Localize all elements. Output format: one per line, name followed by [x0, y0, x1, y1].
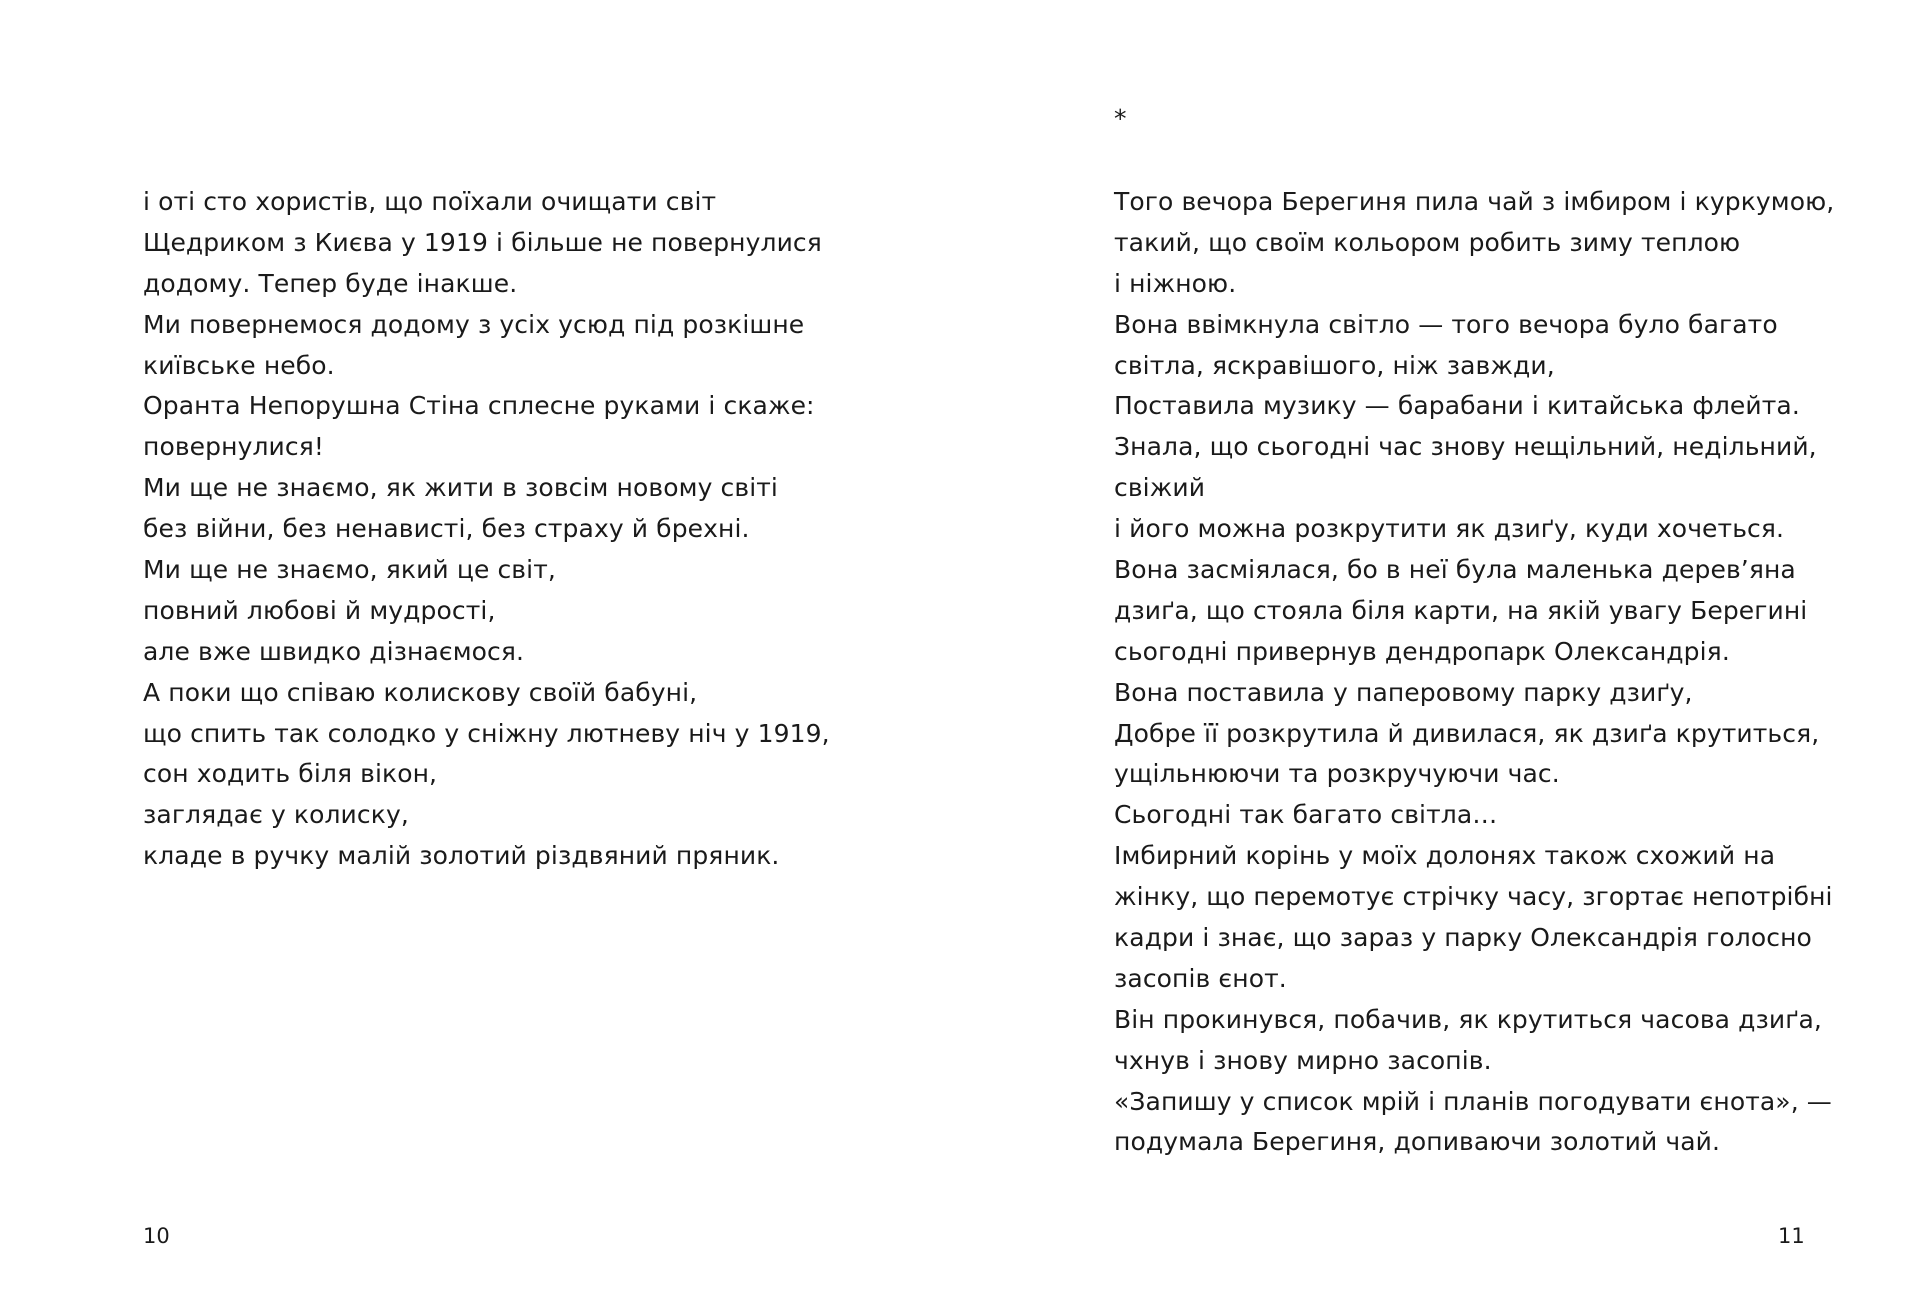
text-line: засопів єнот.: [1114, 963, 1287, 993]
text-line: Ми ще не знаємо, який це світ,: [143, 555, 556, 585]
text-line: Оранта Непорушна Стіна сплесне руками і скаже:: [143, 391, 815, 421]
text-line: Поставила музику — барабани і китайська флейта.: [1114, 391, 1800, 421]
text-line: жінку, що перемотує стрічку часу, згортає непотрібні: [1114, 882, 1833, 912]
text-line: подумала Берегиня, допиваючи золотий чай.: [1114, 1127, 1721, 1157]
right-page-text: [1114, 182, 1834, 1163]
page-number-right: 11: [1778, 1224, 1805, 1248]
text-line: Ми повернемося додому з усіх усюд під розкішне: [143, 309, 805, 339]
text-line: повний любові й мудрості,: [143, 595, 496, 625]
text-line: «Запишу у список мрій і планів погодувати єнота», —: [1114, 1086, 1832, 1116]
text-line: Щедриком з Києва у 1919 і більше не повернулися: [143, 227, 822, 257]
text-line: Вона ввімкнула світло — того вечора було багато: [1114, 309, 1778, 339]
text-line: Вона поставила у паперовому парку дзиґу,: [1114, 677, 1693, 707]
text-line: сьогодні привернув дендропарк Олександрія.: [1114, 636, 1730, 666]
section-separator: *: [1114, 104, 1127, 133]
text-line: Ми ще не знаємо, як жити в зовсім новому світі: [143, 473, 778, 503]
text-line: Знала, що сьогодні час знову нещільний, недільний,: [1114, 432, 1817, 462]
text-line: але вже швидко дізнаємося.: [143, 636, 525, 666]
text-line: свіжий: [1114, 473, 1206, 503]
left-page-text: [143, 182, 830, 877]
text-line: і оті сто хористів, що поїхали очищати світ: [143, 187, 717, 216]
text-line: А поки що співаю колискову своїй бабуні,: [143, 677, 698, 707]
text-line: заглядає у колиску,: [143, 800, 409, 830]
page-number-left: 10: [143, 1224, 170, 1248]
text-line: ущільнюючи та розкручуючи час.: [1114, 759, 1560, 789]
text-line: такий, що своїм кольором робить зиму теплою: [1114, 227, 1741, 257]
text-line: повернулися!: [143, 432, 324, 462]
text-line: київське небо.: [143, 350, 335, 380]
text-line: і його можна розкрутити як дзиґу, куди хочеться.: [1114, 514, 1785, 544]
text-line: Добре її розкрутила й дивилася, як дзиґа крутиться,: [1114, 718, 1820, 748]
text-line: Вона засміялася, бо в неї була маленька дерев’яна: [1114, 555, 1796, 585]
text-line: Того вечора Берегиня пила чай з імбиром і куркумою,: [1114, 187, 1835, 216]
right-page: [960, 0, 1920, 1303]
text-line: і ніжною.: [1114, 268, 1237, 298]
text-line: Імбирний корінь у моїх долонях також схожий на: [1114, 841, 1776, 871]
text-line: Сьогодні так багато світла…: [1114, 800, 1498, 830]
text-line: Він прокинувся, побачив, як крутиться часова дзиґа,: [1114, 1004, 1822, 1034]
text-line: кадри і знає, що зараз у парку Олександрія голосно: [1114, 923, 1812, 953]
text-line: кладе в ручку малій золотий різдвяний пряник.: [143, 841, 780, 871]
text-line: світла, яскравішого, ніж завжди,: [1114, 350, 1555, 380]
text-line: сон ходить біля вікон,: [143, 759, 438, 789]
text-line: додому. Тепер буде інакше.: [143, 268, 518, 298]
text-line: що спить так солодко у сніжну лютневу ніч у 1919,: [143, 718, 830, 748]
text-line: чхнув і знову мирно засопів.: [1114, 1045, 1492, 1075]
text-line: без війни, без ненависті, без страху й брехні.: [143, 514, 750, 544]
text-line: дзиґа, що стояла біля карти, на якій увагу Берегині: [1114, 595, 1808, 625]
